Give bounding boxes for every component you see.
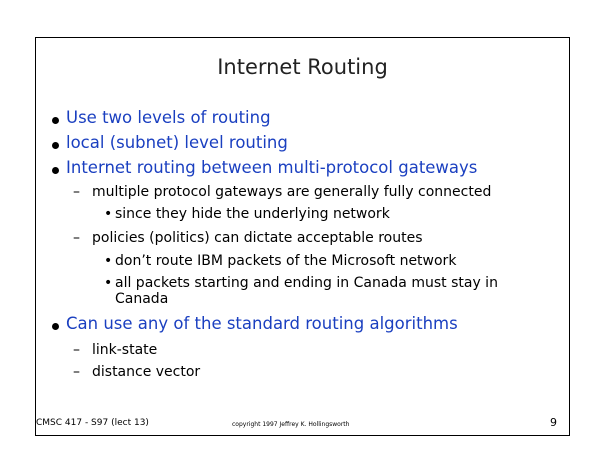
subsub-item-3-cont: Canada xyxy=(115,291,169,307)
bullet-item-3: Internet routing between multi-protocol gateways xyxy=(66,158,478,177)
subsub-item-2: don’t route IBM packets of the Microsoft network xyxy=(115,253,457,269)
dash-icon: – xyxy=(73,230,80,246)
bullet-icon xyxy=(52,167,59,174)
footer-copyright: copyright 1997 Jeffrey K. Hollingsworth xyxy=(232,421,350,428)
dot-icon: • xyxy=(104,275,113,291)
bullet-item-1: Use two levels of routing xyxy=(66,108,271,127)
bullet-icon xyxy=(52,117,59,124)
footer-course: CMSC 417 - S97 (lect 13) xyxy=(36,418,149,428)
page-number: 9 xyxy=(550,416,557,429)
bullet-icon xyxy=(52,323,59,330)
bullet-icon xyxy=(52,142,59,149)
dot-icon: • xyxy=(104,253,113,269)
sub-item-2: policies (politics) can dictate acceptable routes xyxy=(92,230,423,246)
bullet-item-2: local (subnet) level routing xyxy=(66,133,288,152)
sub-item-4: distance vector xyxy=(92,364,201,380)
sub-item-3: link-state xyxy=(92,342,158,358)
slide-title: Internet Routing xyxy=(217,55,388,79)
subsub-item-1: since they hide the underlying network xyxy=(115,206,390,222)
dash-icon: – xyxy=(73,184,80,200)
dot-icon: • xyxy=(104,206,113,222)
dash-icon: – xyxy=(73,342,80,358)
dash-icon: – xyxy=(73,364,80,380)
subsub-item-3: all packets starting and ending in Canada must stay in xyxy=(115,275,498,291)
sub-item-1: multiple protocol gateways are generally fully connected xyxy=(92,184,492,200)
bullet-item-4: Can use any of the standard routing algorithms xyxy=(66,314,458,333)
